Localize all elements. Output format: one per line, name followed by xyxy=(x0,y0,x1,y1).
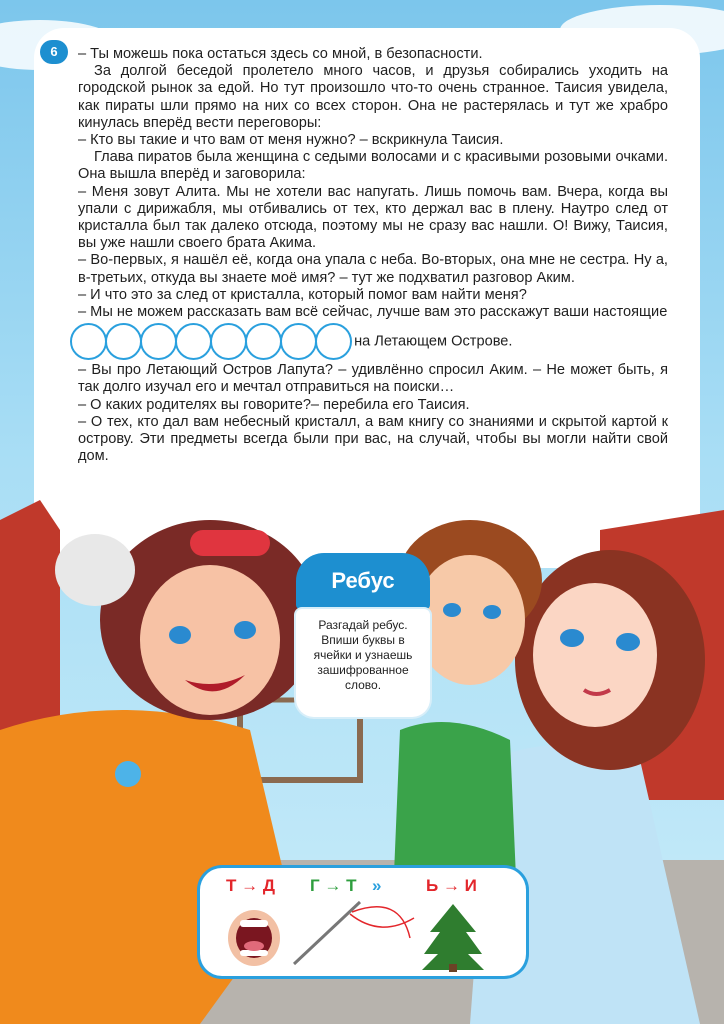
rebus-title: Ребус xyxy=(296,553,430,609)
answer-cell[interactable] xyxy=(315,323,352,360)
girl-face xyxy=(533,583,657,727)
boy-face xyxy=(415,555,525,685)
rebus-puzzle xyxy=(200,868,526,976)
paragraph: – Во-первых, я нашёл её, когда она упала с неба. Во-вторых, она мне не сестра. Ну а, в-третьих, откуда вы знаете моё имя? – тут же подхватил разговор Аким. xyxy=(78,252,668,286)
pirate-brooch xyxy=(115,761,141,787)
pirate-hair xyxy=(55,534,135,606)
rebus-instruction-box xyxy=(296,609,430,717)
paragraph: – О тех, кто дал вам небесный кристалл, а вам книгу со знаниями и скрытой картой к острову. Эти предметы всегда были при вас, на случай, чтобы вы могли найти свой дом. xyxy=(78,413,668,465)
needle-and-thread-icon xyxy=(290,898,420,968)
pirate-goggles xyxy=(190,530,270,556)
pirate-eye xyxy=(169,626,191,644)
girl-eye xyxy=(560,629,584,647)
page-number: 6 xyxy=(40,40,68,64)
paragraph: – О каких родителях вы говорите?– перебила его Таисия. xyxy=(78,396,470,413)
paragraph: – Ты можешь пока остаться здесь со мной, в безопасности. xyxy=(78,46,483,62)
paragraph: – Меня зовут Алита. Мы не хотели вас напугать. Лишь помочь вам. Вчера, когда вы упали с дирижабля, мы отбивались от тех, кто держал вас в плену. Наутро след от кристалла был так далеко отсюда, поэтому мы не сразу вас нашли. О! Вижу, Таисия, вы уже нашли своего брата Акима. xyxy=(78,183,668,252)
open-mouth-icon xyxy=(226,908,282,968)
paragraph: – И что это за след от кристалла, который помог вам найти меня? xyxy=(78,286,527,303)
paragraph: – Мы не можем рассказать вам всё сейчас, лучше вам это расскажут ваши настоящие xyxy=(78,304,668,321)
answer-cell[interactable] xyxy=(280,323,317,360)
paragraph: За долгой беседой пролетело много часов, и друзья собирались уходить на городской рынок за едой. Но тут произошло что-то очень странное. Таисия увидела, как пираты шли прямо на них со всех сторон. Она не растерялась и тут же храбро кинулась вперёд вести переговоры: xyxy=(78,63,668,131)
answer-cell[interactable] xyxy=(70,323,107,360)
paragraph-end: на Летающем Острове. xyxy=(354,333,513,350)
pirate-face xyxy=(140,565,280,715)
answer-line xyxy=(70,321,668,362)
answer-cells[interactable] xyxy=(70,323,350,360)
rebus-rule-2-marks: » xyxy=(372,876,382,895)
rebus-rule-1: Т → Д xyxy=(226,876,275,895)
answer-cell[interactable] xyxy=(245,323,282,360)
paragraph: – Кто вы такие и что вам от меня нужно? – вскрикнула Таисия. xyxy=(78,132,504,149)
answer-cell[interactable] xyxy=(140,323,177,360)
answer-cell[interactable] xyxy=(210,323,247,360)
story-text xyxy=(78,46,668,465)
boy-eye xyxy=(443,603,461,617)
fir-tree-icon xyxy=(418,902,488,972)
boy-eye xyxy=(483,605,501,619)
girl-eye xyxy=(616,633,640,651)
paragraph: – Вы про Летающий Остров Лапута? – удивлённо спросил Аким. – Не может быть, я так долго изучал его и мечтал отправиться на поиски… xyxy=(78,362,668,396)
rebus-instruction: Разгадай ребус. Впиши буквы в ячейки и узнаешь зашифрованное слово. xyxy=(313,618,413,692)
answer-cell[interactable] xyxy=(175,323,212,360)
pirate-eye xyxy=(234,621,256,639)
answer-cell[interactable] xyxy=(105,323,142,360)
rebus-rule-3: Ь → И xyxy=(426,876,477,895)
paragraph: Глава пиратов была женщина с седыми волосами и с красивыми розовыми очками. Она вышла вперёд и заговорила: xyxy=(78,149,668,183)
rebus-rule-2: Г → Т xyxy=(310,876,357,895)
